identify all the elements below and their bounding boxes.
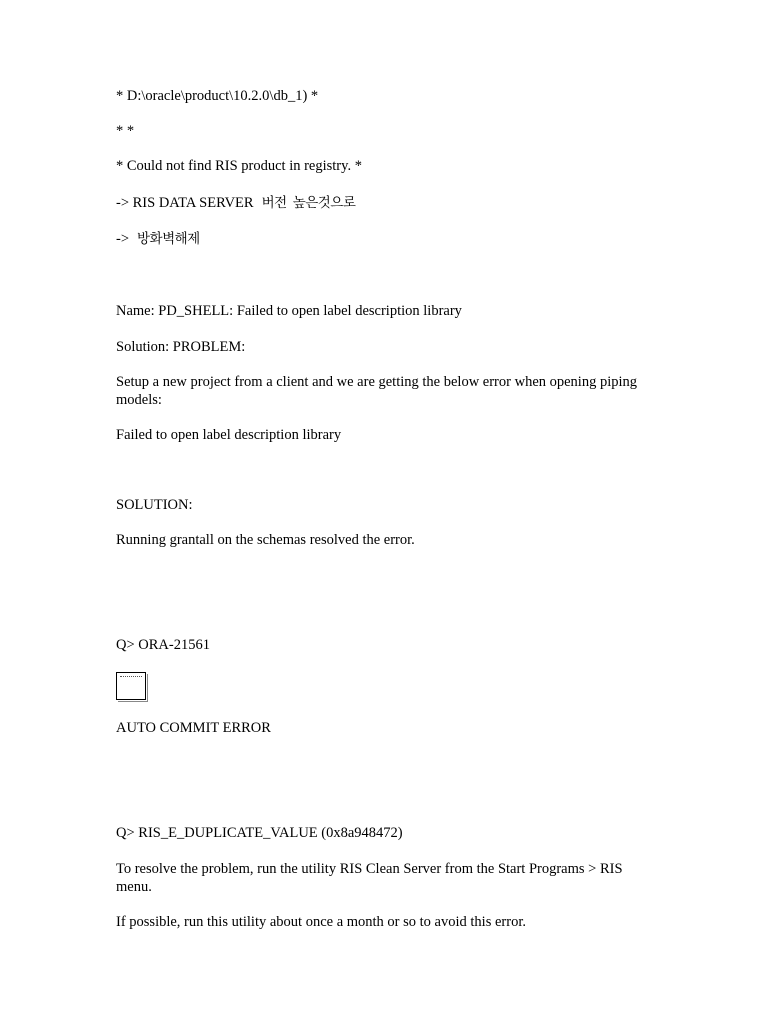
thumbnail-detail (120, 676, 142, 678)
setup-paragraph: Setup a new project from a client and we are getting the below error when opening piping models: (116, 374, 638, 408)
failed-library-line: Failed to open label description library (116, 427, 342, 443)
ora-question-line: Q> ORA-21561 (116, 637, 210, 653)
resolve-paragraph: To resolve the problem, run the utility RIS Clean Server from the Start Programs > RIS menu. (116, 861, 623, 895)
stars-line: * * (116, 123, 135, 139)
firewall-korean-text: 방화벽해제 (137, 231, 200, 247)
name-line: Name: PD_SHELL: Failed to open label description library (116, 303, 462, 319)
error-dialog-thumbnail-icon (116, 672, 146, 700)
firewall-line (116, 230, 646, 248)
ris-server-korean-higher: 높은것으로 (292, 195, 356, 211)
thumbnail-shadow (118, 674, 148, 702)
solution-heading: SOLUTION: (116, 497, 193, 513)
ris-duplicate-question-line: Q> RIS_E_DUPLICATE_VALUE (0x8a948472) (116, 825, 403, 841)
running-grantall-line: Running grantall on the schemas resolved the error. (116, 532, 415, 548)
auto-commit-line: AUTO COMMIT ERROR (116, 720, 271, 736)
ris-server-line (116, 194, 646, 212)
possible-line: If possible, run this utility about once a month or so to avoid this error. (116, 914, 526, 930)
registry-error-line: * Could not find RIS product in registry. * (116, 158, 362, 174)
firewall-prefix: -> (116, 231, 130, 247)
oracle-path-line: * D:\oracle\product\10.2.0\db_1) * (116, 88, 319, 104)
ris-server-korean-version: 버전 (261, 195, 287, 211)
solution-problem-line: Solution: PROBLEM: (116, 339, 246, 355)
ris-server-prefix: -> RIS DATA SERVER (116, 195, 254, 211)
